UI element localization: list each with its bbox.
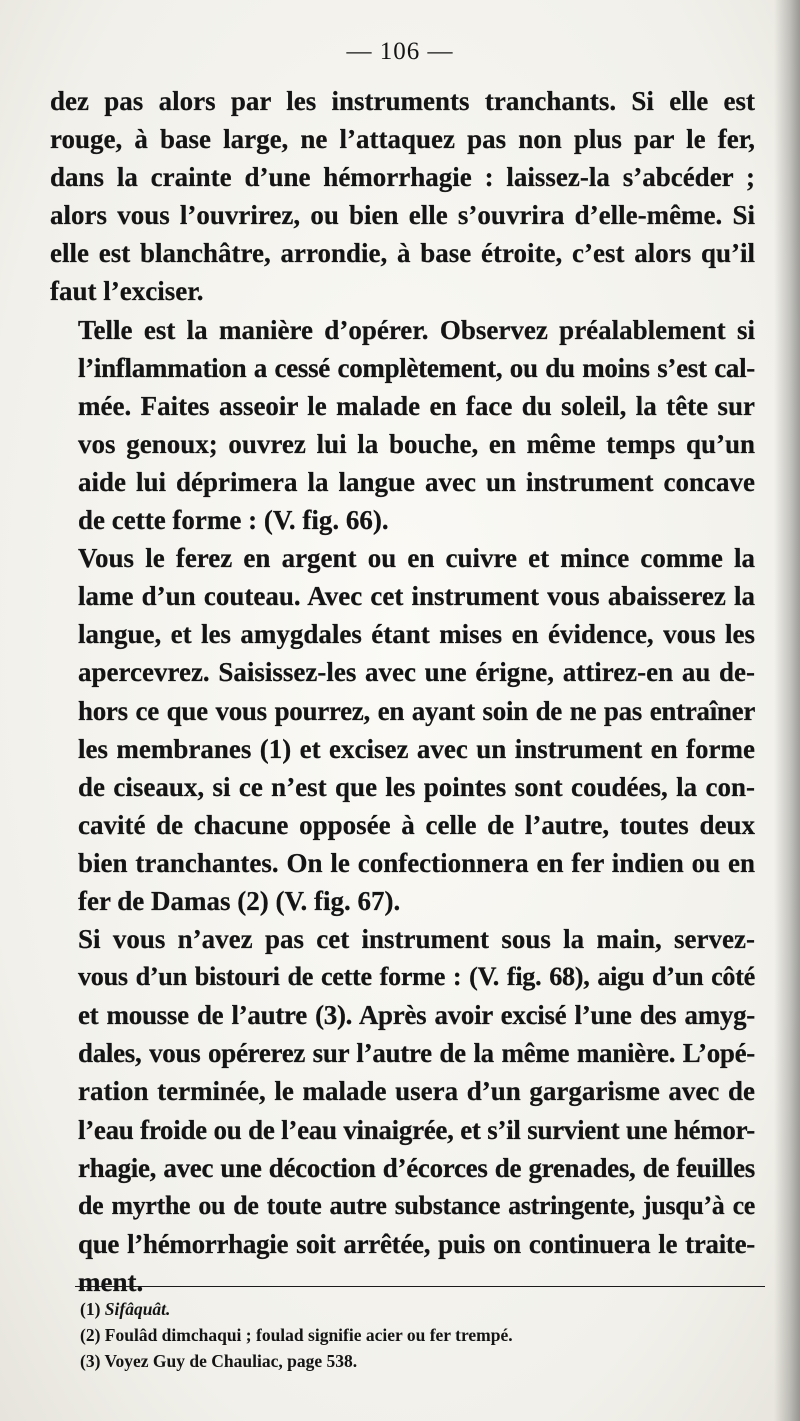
text-line: ment. — [78, 1266, 144, 1297]
footnote — [80, 1322, 760, 1348]
footnote-marker: (2) — [80, 1325, 101, 1345]
text-line: apercevrez. Saisissez-les avec une érigne, attirez-en au de- — [78, 657, 755, 688]
text-line: que l’hémorrhagie soit arrêtée, puis on continuera le traite- — [78, 1228, 755, 1259]
text-line: faut l’exciser. — [50, 276, 204, 307]
text-line: vos genoux; ouvrez lui la bouche, en même temps qu’un — [78, 428, 755, 459]
text-line: fer de Damas (2) (V. fig. 67). — [78, 885, 401, 916]
text-line: rhagie, avec une décoction d’écorces de grenades, de feuilles — [78, 1152, 755, 1183]
text-line: lame d’un couteau. Avec cet instrument vous abaisserez la — [78, 581, 755, 612]
text-line: l’eau froide ou de l’eau vinaigrée, et s’il survient une hémor- — [78, 1114, 755, 1145]
paragraph — [50, 82, 755, 311]
text-line: vous d’un bistouri de cette forme : (V. fig. 68), aigu d’un côté — [78, 962, 755, 992]
footnote-marker: (3) — [80, 1351, 101, 1371]
text-line: de myrthe ou de toute autre substance astringente, jusqu’à ce — [78, 1190, 755, 1220]
footnote-text: Foulâd dimchaqui ; foulad signifie acier ou fer trempé. — [104, 1325, 513, 1345]
binding-shadow — [774, 0, 800, 1421]
text-line: alors vous l’ouvrirez, ou bien elle s’ouvrira d’elle-même. Si — [50, 200, 755, 231]
text-line: mée. Faites asseoir le malade en face du soleil, la tête sur — [78, 390, 755, 421]
text-line: de ciseaux, si ce n’est que les pointes sont coudées, la con- — [78, 771, 755, 802]
footnote-text: Sifâquât. — [104, 1299, 171, 1319]
footnotes — [80, 1296, 760, 1374]
text-line: hors ce que vous pourrez, en ayant soin de ne pas entraîner — [78, 695, 755, 726]
text-line: les membranes (1) et excisez avec un instrument en forme — [78, 733, 755, 764]
footnote — [80, 1348, 760, 1374]
text-line: de cette forme : (V. fig. 66). — [78, 505, 389, 536]
text-line: Vous le ferez en argent ou en cuivre et mince comme la — [78, 543, 755, 574]
footnote-rule — [75, 1286, 765, 1287]
footnote-text: Voyez Guy de Chauliac, page 538. — [104, 1351, 358, 1371]
footnote — [80, 1296, 760, 1322]
text-line: l’inflammation a cessé complètement, ou du moins s’est cal- — [78, 352, 755, 383]
text-line: ration terminée, le malade usera d’un gargarisme avec de — [78, 1076, 755, 1107]
text-line: dez pas alors par les instruments tranchants. Si elle est — [50, 86, 755, 116]
text-line: dales, vous opérerez sur l’autre de la même manière. L’opé- — [78, 1038, 755, 1069]
text-line: rouge, à base large, ne l’attaquez pas non plus par le fer, — [50, 124, 755, 155]
text-line: langue, et les amygdales étant mises en évidence, vous les — [78, 619, 755, 650]
paragraph — [50, 311, 755, 540]
footnote-marker: (1) — [80, 1299, 101, 1319]
text-line: bien tranchantes. On le confectionnera en fer indien ou en — [78, 847, 755, 878]
page-number: — 106 — — [346, 38, 454, 65]
text-line: dans la crainte d’une hémorrhagie : laissez-la s’abcéder ; — [50, 162, 755, 193]
paragraph — [50, 920, 755, 1301]
text-line: aide lui déprimera la langue avec un instrument concave — [78, 466, 755, 497]
text-line: et mousse de l’autre (3). Après avoir excisé l’une des amyg- — [78, 1000, 755, 1031]
text-line: cavité de chacune opposée à celle de l’autre, toutes deux — [78, 809, 755, 840]
text-line: elle est blanchâtre, arrondie, à base étroite, c’est alors qu’il — [50, 238, 755, 269]
text-line: Si vous n’avez pas cet instrument sous la main, servez- — [78, 924, 755, 955]
paragraph — [50, 539, 755, 920]
text-line: Telle est la manière d’opérer. Observez préalablement si — [78, 314, 755, 345]
body-text — [50, 82, 755, 1301]
